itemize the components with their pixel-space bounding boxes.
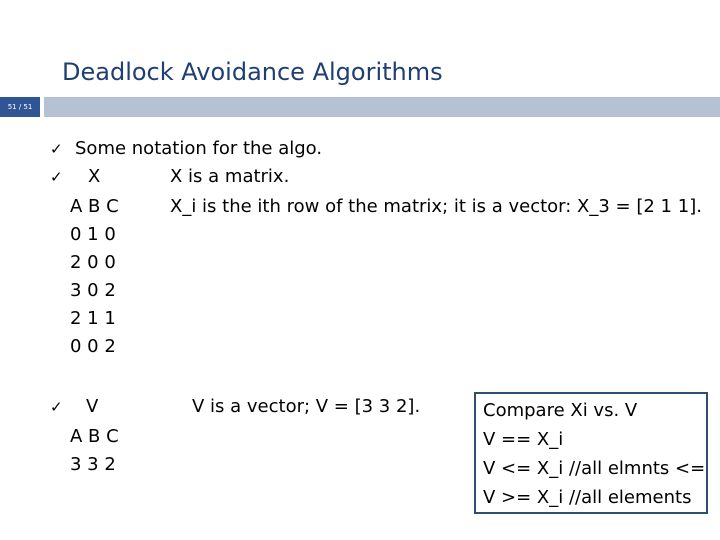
page-number: 51 / 51 [0,97,40,117]
matrix-row: 2 0 0 [70,252,116,273]
checkmark-icon: ✓ [50,140,63,158]
callout-line: V == X_i [483,429,564,450]
vector-description: V is a vector; V = [3 3 2]. [192,396,421,417]
header-bar [0,97,720,117]
matrix-row: 3 0 2 [70,280,116,301]
matrix-description: X is a matrix. [170,166,290,187]
callout-line: Compare Xi vs. V [483,400,638,421]
comparison-callout [474,392,708,514]
vector-header: A B C [70,426,119,447]
matrix-row: 0 1 0 [70,224,116,245]
slide-title: Deadlock Avoidance Algorithms [62,58,443,86]
vector-row: 3 3 2 [70,454,116,475]
matrix-row: 2 1 1 [70,308,116,329]
callout-line: V <= X_i //all elmnts <= [483,458,706,479]
matrix-variable: X [88,166,101,187]
bullet-notation: Some notation for the algo. [75,138,323,159]
header-bar-line [44,97,720,117]
checkmark-icon: ✓ [50,398,63,416]
matrix-row: 0 0 2 [70,336,116,357]
checkmark-icon: ✓ [50,168,63,186]
matrix-header: A B C [70,196,119,217]
vector-variable: V [86,396,99,417]
callout-line: V >= X_i //all elements [483,487,692,508]
row-description: X_i is the ith row of the matrix; it is a vector: X_3 = [2 1 1]. [170,196,702,217]
